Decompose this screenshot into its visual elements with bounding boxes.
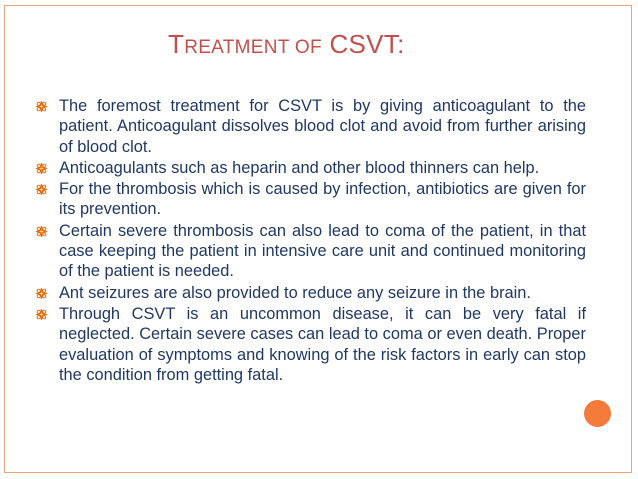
quad-petal-bullet-icon <box>36 288 47 299</box>
bullet-item <box>36 221 586 282</box>
quad-petal-bullet-icon <box>36 101 47 112</box>
bullet-text: Through CSVT is an uncommon disease, it can be very fatal if neglected. Certain severe cases can lead to coma or even death. Proper evaluation of symptoms and knowing of the risk factors in early can stop the condition from getting fatal. <box>59 304 586 384</box>
bullet-item <box>36 158 586 178</box>
bullet-text: The foremost treatment for CSVT is by giving anticoagulant to the patient. Anticoagulant dissolves blood clot and avoid from further arising of blood clot. <box>59 97 586 156</box>
accent-circle <box>584 400 611 427</box>
bullet-list <box>36 96 586 386</box>
title-small-caps: REATMENT OF <box>184 37 322 58</box>
bullet-text: For the thrombosis which is caused by infection, antibiotics are given for its prevention. <box>59 180 586 219</box>
bullet-item <box>36 179 586 220</box>
bullet-text: Anticoagulants such as heparin and other blood thinners can help. <box>59 158 540 177</box>
quad-petal-bullet-icon <box>36 184 47 195</box>
bullet-text: Ant seizures are also provided to reduce any seizure in the brain. <box>59 283 531 302</box>
bullet-item <box>36 96 586 157</box>
bullet-item <box>36 283 586 303</box>
title-tail: CSVT: <box>329 29 405 59</box>
title-first-letter: T <box>168 29 185 59</box>
bullet-item <box>36 304 586 385</box>
quad-petal-bullet-icon <box>36 309 47 320</box>
quad-petal-bullet-icon <box>36 163 47 174</box>
bullet-text: Certain severe thrombosis can also lead to coma of the patient, in that case keeping the patient in intensive care unit and continued monitoring of the patient is needed. <box>59 221 586 281</box>
slide-title <box>168 29 405 60</box>
quad-petal-bullet-icon <box>36 226 47 237</box>
